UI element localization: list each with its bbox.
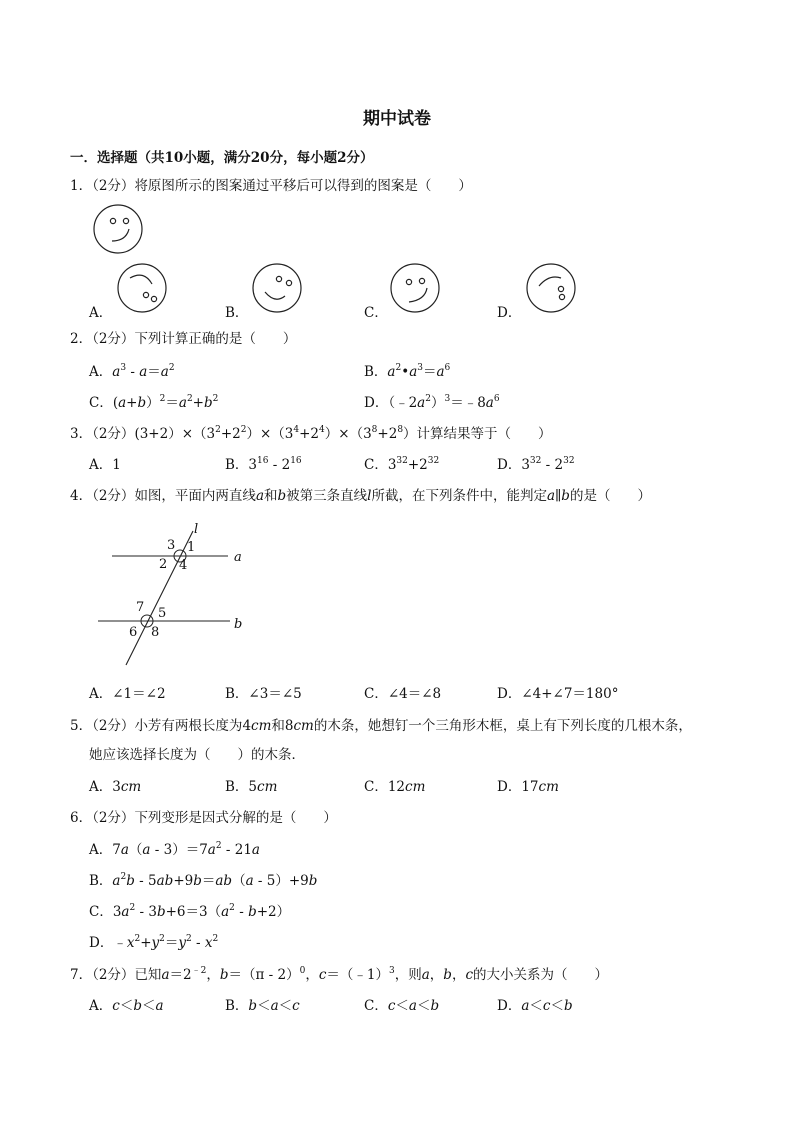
question-4: 4．（2分）如图，平面内两直线a和b被第三条直线l所截，在下列条件中，能判定a∥b的是（ ） (70, 488, 651, 504)
question-stem: 将原图所示的图案通过平移后可以得到的图案是（ ） (134, 178, 472, 194)
question-score: （2分） (92, 488, 135, 504)
option-label: C． (364, 779, 388, 795)
q7-option-c: C．c＜a＜b (364, 998, 440, 1014)
q1-option-b: B． (225, 305, 249, 321)
q4-option-b: B．∠3＝∠5 (225, 686, 302, 702)
option-unit: cm (257, 779, 278, 795)
question-stem: 的木条，她想钉一个三角形木框，桌上有下列长度的几根木条， (313, 718, 692, 734)
q6-option-d: D．$﹣x^2+y^2=y^2 - x^2$ (89, 934, 219, 951)
q5-option-b (225, 777, 277, 797)
question-stem: 计算结果等于（ ） (416, 426, 552, 442)
question-number: 2． (70, 331, 93, 347)
q2-option-d: D．$(﹣2a^2)^3=﹣8a^6$ (364, 394, 500, 411)
option-unit: cm (538, 779, 559, 795)
question-expression: $(3+2)\times(3^2+2^2)\times(3^4+2^4)\times(3^8+2^8)$ (134, 425, 417, 442)
question-7 (70, 965, 608, 985)
var-l: l (367, 488, 372, 504)
length-value: 8 (284, 718, 294, 734)
question-score: （2分） (92, 178, 135, 194)
var-a: a (255, 488, 264, 504)
question-score: （2分） (92, 426, 135, 442)
question-stem: 的大小关系为（ ） (473, 967, 608, 983)
section-heading: 一．选择题（共10小题，满分20分，每小题2分） (70, 150, 374, 166)
page-title: 期中试卷 (363, 109, 431, 129)
option-unit: cm (405, 779, 426, 795)
q3-option-b: B．$3^{16} - 2^{16}$ (225, 456, 302, 473)
question-number: 5． (70, 718, 93, 734)
angle-8: 8 (151, 625, 160, 640)
option-label: B． (225, 779, 249, 795)
question-score: （2分） (92, 331, 135, 347)
option-value: 17 (521, 779, 539, 795)
q6-option-c: C．$3a^2 - 3b+6=3(a^2 - b+2)$ (89, 903, 291, 920)
length-value: 4 (242, 718, 252, 734)
angle-2: 2 (159, 557, 168, 572)
question-stem: 所截，在下列条件中，能判定 (371, 488, 547, 504)
question-5-line2: 她应该选择长度为（ ）的木条． (89, 747, 305, 763)
angle-4: 4 (179, 558, 188, 573)
angle-7: 7 (136, 600, 145, 615)
label-a: a (234, 550, 242, 565)
q3-option-d: D．$3^{32} - 2^{32}$ (497, 456, 575, 473)
option-label: A． (89, 779, 113, 795)
q5-option-c (364, 777, 425, 797)
question-number: 1． (70, 178, 93, 194)
question-stem: 下列计算正确的是（ ） (134, 331, 297, 347)
question-number: 7． (70, 967, 93, 983)
angle-6: 6 (129, 625, 138, 640)
q6-option-b: B．$a^2b - 5ab+9b=ab(a - 5)+9b$ (89, 872, 318, 889)
length-unit: cm (251, 718, 272, 734)
question-score: （2分） (92, 718, 135, 734)
q1-option-a: A． (89, 305, 113, 321)
q3-option-a: A．1 (89, 457, 121, 473)
question-number: 4． (70, 488, 93, 504)
question-number: 3． (70, 426, 93, 442)
question-score: （2分） (92, 967, 135, 983)
q5-option-d (497, 777, 559, 797)
q4-option-a: A．∠1＝∠2 (89, 686, 166, 702)
q5-option-a (89, 777, 141, 797)
q6-option-a: A．$7a(a - 3)=7a^2 - 21a$ (89, 841, 260, 858)
q1-option-c: C． (364, 305, 388, 321)
angle-3: 3 (167, 538, 176, 553)
question-stem: 小芳有两根长度为 (134, 718, 243, 734)
question-expression: 已知$a=2^{﹣2}$，b＝（π - 2）$^0$，c＝（﹣1）$^3$，则a，b，c (134, 966, 473, 983)
q2-option-a: A．$a^3 - a=a^2$ (89, 363, 175, 380)
var-b: b (277, 488, 287, 504)
question-stem: 下列变形是因式分解的是（ ） (134, 810, 337, 826)
question-number: 6． (70, 810, 93, 826)
label-l: l (194, 522, 199, 537)
option-value: 3 (112, 779, 121, 795)
question-stem: 的是（ ） (569, 488, 651, 504)
label-b: b (234, 617, 243, 632)
q4-option-c: C．∠4＝∠8 (364, 686, 442, 702)
option-value: 12 (387, 779, 406, 795)
angle-1: 1 (187, 540, 196, 555)
q2-option-b: B．$a^2•a^3=a^6$ (364, 363, 451, 380)
question-stem: 如图，平面内两直线 (134, 488, 256, 504)
question-stem: 和 (271, 718, 285, 734)
q7-option-d: D．a＜c＜b (497, 998, 573, 1014)
option-label: D． (497, 779, 522, 795)
question-score: （2分） (92, 810, 135, 826)
question-6 (70, 808, 337, 828)
q1-option-d: D． (497, 305, 522, 321)
length-unit: cm (293, 718, 314, 734)
option-unit: cm (120, 779, 142, 795)
question-stem: 被第三条直线 (286, 488, 368, 504)
q7-option-a: A．c＜b＜a (89, 998, 164, 1014)
q3-option-c: C．$3^{32}+2^{32}$ (364, 456, 440, 473)
option-value: 5 (248, 779, 258, 795)
q7-option-b: B．b＜a＜c (225, 998, 300, 1014)
q2-option-c: C．$(a+b)^2=a^2+b^2$ (89, 394, 219, 411)
question-5 (70, 716, 692, 736)
angle-5: 5 (158, 606, 167, 621)
q4-option-d: D．∠4+∠7＝180° (497, 686, 619, 702)
